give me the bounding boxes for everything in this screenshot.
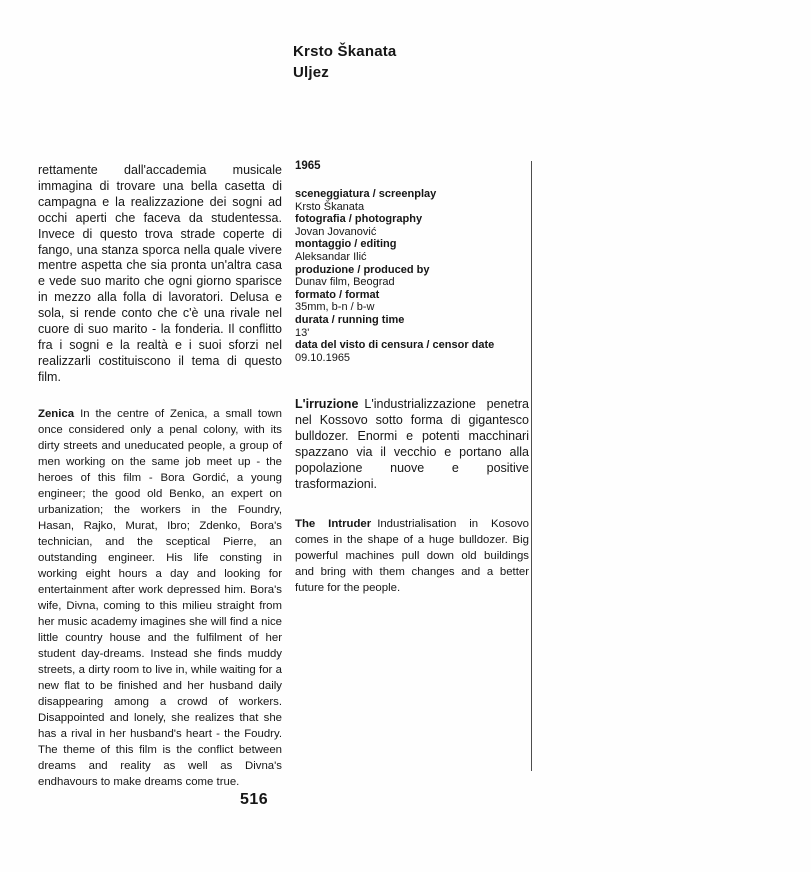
credit-row (295, 314, 529, 339)
left-column (38, 163, 282, 790)
credit-row (295, 238, 529, 263)
credit-row (295, 213, 529, 238)
film-title: Uljez (293, 64, 330, 81)
blurb-italian-lead: L'irruzione (295, 397, 359, 412)
credit-value: Dunav film, Beograd (295, 276, 395, 289)
credit-row (295, 264, 529, 289)
synopsis-english-text: In the centre of Zenica, a small town once considered only a penal colony, with its dirty streets and uneducated people, a group of men working on the same job meet up - the heroes of this film - Bora Gordić, a young engineer; the good old Benko, an expert on urbanization; the workers in the Foundry, Hasan, Rajko, Murat, Ibro; Zdenko, Bora's technician, and the sceptical Pierre, an outstanding engineer. His life consting in working eight hours a day and looking for entertainment after work depressed him. Bora's wife, Divna, coming to this milieu straight from her music academy imagines she will find a nice little country house and the fulfilment of her student day-dreams. Instead she finds muddy streets, a dirty room to live in, while waiting for a new flat to be finished and her husband daily disappearing among a crowd of workers. Disappointed and lonely, she realizes that she has a rival in her husband's heart - the Foudry. The theme of this film is the conflict between dreams and reality as well as Divna's endhavours to make dreams come true. (38, 407, 282, 788)
credit-label: montaggio / editing (295, 238, 397, 251)
credit-label: produzione / produced by (295, 263, 430, 276)
credit-row (295, 339, 529, 364)
page-header (293, 41, 396, 83)
synopsis-english (38, 406, 282, 790)
right-column (295, 160, 529, 596)
blurb-english-text: Industrialisation in Kosovo comes in the shape of a huge bulldozer. Big powerful machines pull down old buildings and bring with them changes and a better future for the people. (295, 517, 529, 594)
credit-label: data del visto di censura / censor date (295, 339, 495, 352)
credit-label: durata / running time (295, 313, 405, 326)
credit-value: Krsto Škanata (295, 200, 365, 213)
credit-value: 35mm, b-n / b-w (295, 301, 375, 314)
credit-value: Aleksandar Ilić (295, 250, 367, 263)
credit-label: sceneggiatura / screenplay (295, 188, 437, 200)
credits-block (295, 188, 529, 364)
credit-value: Jovan Jovanović (295, 225, 377, 238)
blurb-english (295, 516, 529, 596)
film-year: 1965 (295, 160, 321, 172)
blurb-italian-text: L'industrializzazione penetra nel Kossovo sotto forma di gigantesco bulldozer. Enormi e potenti macchinari spazzano via il vecchio e portano alla popolazione nuove e positive trasformazioni. (295, 397, 529, 491)
synopsis-english-lead: Zenica (38, 407, 75, 420)
credit-row (295, 188, 529, 213)
credit-value: 09.10.1965 (295, 351, 351, 364)
credit-label: fotografia / photography (295, 213, 423, 226)
credit-value: 13' (295, 326, 310, 339)
synopsis-italian-continued: rettamente dall'accademia musicale immagina di trovare una bella casetta di campagna e la realizzazione dei sogni ad occhi aperti che faceva da studentessa. Invece di questo trova strade coperte di fango, una stanza sporca nella quale vivere mentre aspetta che sia pronta un'altra casa e vede suo marito che ogni giorno sparisce in mezzo alla folla di lavoratori. Delusa e sola, si rende conto che c'è una rivale nel cuore di suo marito - la fonderia. Il conflitto fra i sogni e la realtà e i suoi sforzi nel realizzarli costituiscono il tema di questo film. (38, 163, 282, 384)
page-number: 516 (240, 791, 269, 808)
credit-row (295, 289, 529, 314)
blurb-italian (295, 397, 529, 492)
blurb-english-lead: The Intruder (295, 517, 372, 530)
credit-label: formato / format (295, 288, 380, 301)
director-name: Krsto Škanata (293, 43, 397, 60)
column-divider-rule (531, 161, 532, 771)
